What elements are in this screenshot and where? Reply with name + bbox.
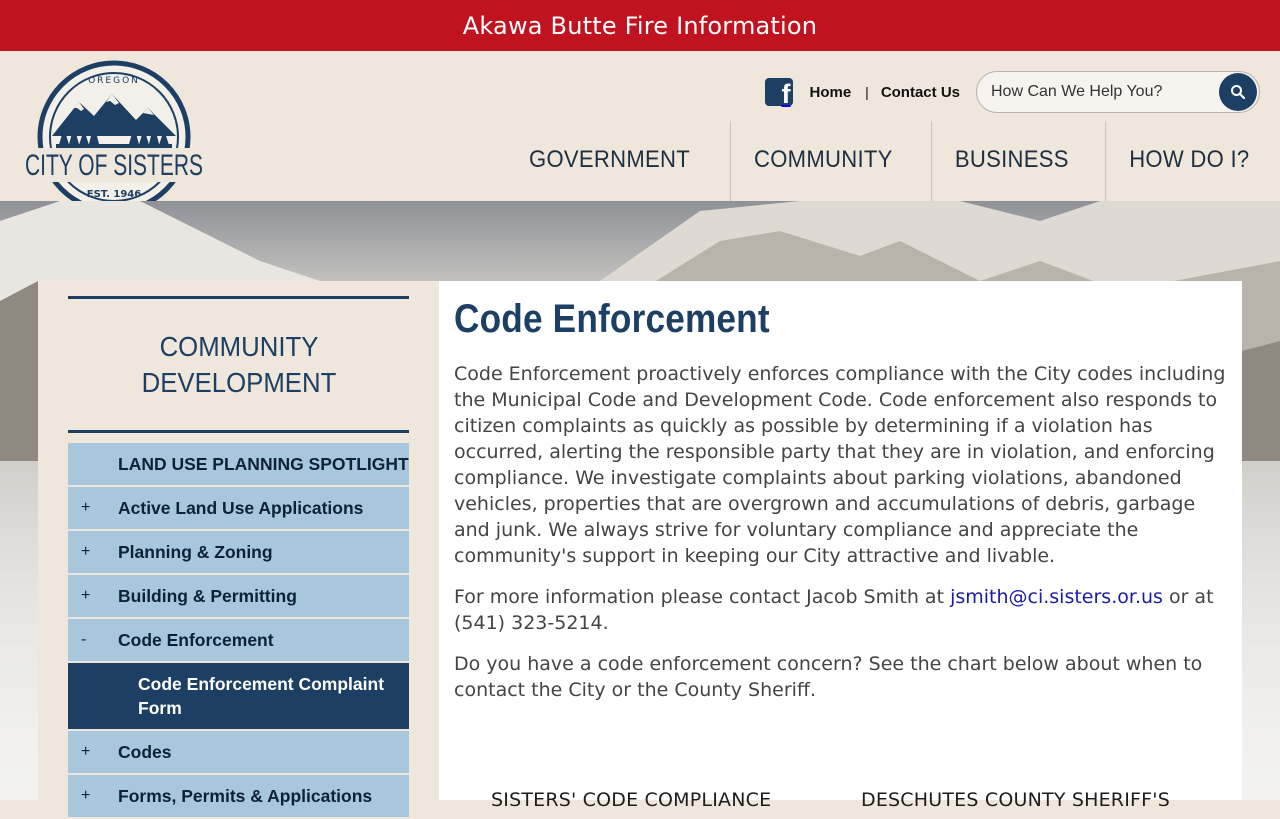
sidebar-item-codes[interactable] — [68, 731, 409, 775]
sidebar-item-forms-permits[interactable] — [68, 775, 409, 819]
search-button[interactable] — [1219, 73, 1257, 111]
sidebar — [38, 281, 439, 806]
page-title: Code Enforcement — [454, 297, 770, 341]
sidebar-item-planning-zoning[interactable] — [68, 531, 409, 575]
nav-community[interactable]: COMMUNITY — [730, 121, 916, 201]
utility-bar — [765, 71, 1260, 113]
city-logo[interactable] — [24, 56, 204, 218]
sidebar-item-label: Code Enforcement Complaint Form — [138, 674, 385, 718]
col-heading-city: SISTERS' CODE COMPLIANCE — [491, 789, 772, 811]
search-icon — [1230, 84, 1246, 100]
collapse-marker[interactable]: - — [81, 631, 87, 648]
expand-marker[interactable]: + — [81, 787, 91, 804]
search-box — [976, 71, 1260, 113]
sidebar-item-label: Codes — [118, 741, 172, 762]
col-heading-sheriff: DESCHUTES COUNTY SHERIFF'S — [861, 789, 1170, 811]
sidebar-item-label: Planning & Zoning — [118, 541, 273, 562]
expand-marker[interactable]: + — [81, 587, 91, 604]
sidebar-item-label: LAND USE PLANNING SPOTLIGHT — [118, 453, 409, 474]
sidebar-item-land-use-spotlight[interactable] — [68, 443, 409, 487]
chart-headings — [491, 789, 1170, 811]
sidebar-item-label: Forms, Permits & Applications — [118, 785, 373, 806]
nav-business[interactable]: BUSINESS — [930, 121, 1091, 201]
email-link[interactable]: jsmith@ci.sisters.or.us — [950, 586, 1163, 608]
sidebar-item-active-applications[interactable] — [68, 487, 409, 531]
facebook-icon[interactable]: f — [765, 78, 793, 106]
sidebar-item-building-permitting[interactable] — [68, 575, 409, 619]
contact-text-after: or at (541) 323-5214. — [454, 586, 1214, 634]
sidebar-heading: COMMUNITY DEVELOPMENT — [141, 330, 336, 398]
expand-marker[interactable]: + — [81, 543, 91, 560]
main-nav — [497, 121, 1280, 201]
sidebar-item-complaint-form[interactable] — [68, 663, 409, 731]
contact-text-before: For more information please contact Jacob Smith at — [454, 586, 951, 608]
logo-oregon-text: OREGON — [88, 76, 140, 86]
nav-government[interactable]: GOVERNMENT — [528, 146, 690, 173]
expand-marker[interactable]: + — [81, 499, 91, 516]
expand-marker[interactable]: + — [81, 743, 91, 760]
logo-est-text: EST. 1946 — [86, 189, 142, 200]
sidebar-item-label: Active Land Use Applications — [118, 497, 364, 518]
alert-link[interactable]: Akawa Butte Fire Information — [462, 11, 818, 40]
concern-paragraph: Do you have a code enforcement concern? See the chart below about when to contact the City or the County Sheriff. — [454, 653, 1203, 701]
utility-separator: | — [865, 84, 869, 100]
intro-paragraph: Code Enforcement proactively enforces compliance with the City codes including the Municipal Code and Development Code. Code enforcement also responds to citizen complaints as quickly as possible by determining if a violation has occurred, alerting the responsible party that they are in violation, and enforcing compliance. We investigate complaints about parking violations, abandoned vehicles, properties that are overgrown and accumulations of debris, garbage and junk. We always strive for voluntary compliance and appreciate the community's support in keeping our City attractive and livable. — [454, 363, 1226, 567]
site-header — [0, 51, 1280, 201]
home-link[interactable]: Home — [809, 83, 852, 101]
sidebar-item-code-enforcement[interactable] — [68, 619, 409, 663]
sidebar-item-label: Code Enforcement — [118, 629, 274, 650]
alert-bar — [0, 0, 1280, 51]
contact-paragraph — [454, 584, 1227, 636]
contact-us-link[interactable]: Contact Us — [880, 83, 960, 101]
logo-name-text: CITY OF SISTERS — [25, 149, 203, 182]
main-content — [439, 281, 1242, 811]
search-input[interactable] — [991, 83, 1191, 101]
sidebar-item-label: Building & Permitting — [118, 585, 297, 606]
sidebar-title — [68, 296, 409, 433]
nav-how-do-i[interactable]: HOW DO I? — [1106, 121, 1273, 201]
